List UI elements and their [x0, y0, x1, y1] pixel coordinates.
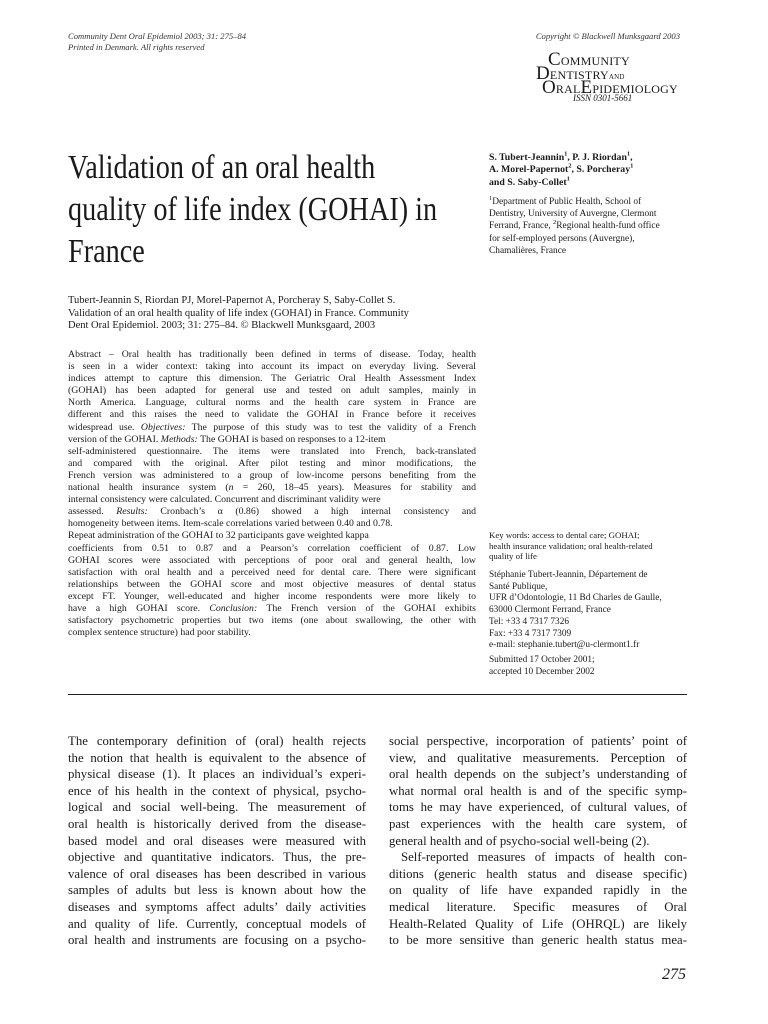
abstract-line: widespread use. Objectives: The purpose of this study was to test the validity of a French — [68, 421, 476, 433]
abstract-line: relationships between the GOHAI score and most objective measures of dental status — [68, 578, 476, 590]
body-line: and quality of life. Currently, conceptual models of — [68, 916, 366, 931]
abstract-line: except FT. Younger, well-educated and higher income respondents were more likely to — [68, 590, 476, 602]
title-line: France — [68, 233, 145, 270]
printed-notice: Printed in Denmark. All rights reserved — [68, 42, 205, 52]
abstract-line: Abstract – Oral health has traditionally been defined in terms of disease. Today, health — [68, 349, 476, 360]
correspondence-email[interactable]: e-mail: stephanie.tubert@u-clermont1.fr — [489, 640, 640, 651]
logo-community: COMMUNITY — [548, 49, 630, 70]
correspondence-line: 63000 Clermont Ferrand, France — [489, 605, 611, 616]
abstract-line: complex sentence structure) had poor stability. — [68, 627, 251, 639]
conclusion-label: Conclusion: — [209, 602, 258, 614]
abstract-line: satisfaction with oral health and a perceived need for dental care. There were significant — [68, 566, 476, 578]
abstract-line: satisfactory psychometric properties but two items (one about swallowing, the other with — [68, 615, 476, 627]
keywords-line: Key words: access to dental care; GOHAI; — [489, 530, 640, 540]
body-line: ence of his health in the context of physical, psycho- — [68, 783, 366, 798]
affiliation-line: $^1$Department of Public Health, School of — [489, 194, 642, 207]
abstract-line: coefficients from 0.51 to 0.87 and a Pearson’s correlation coefficient of 0.87. Low — [68, 542, 476, 554]
running-header-left — [68, 31, 246, 53]
body-line: general health and of psycho-social well-being (2). — [389, 833, 650, 848]
body-line: toms he may have experienced, of cultural values, of — [389, 800, 687, 815]
citation-line: Tubert-Jeannin S, Riordan PJ, Morel-Papernot A, Porcheray S, Saby-Collet S. — [68, 295, 396, 306]
page-number: 275 — [662, 966, 686, 983]
abstract-line: indices attempt to capture this dimension. The Geriatric Oral Health Assessment Index — [68, 373, 476, 385]
body-line: samples of adults but less is known about how the — [68, 883, 366, 898]
author-list — [489, 152, 699, 189]
body-line: oral health depends on the subject’s understanding of — [389, 767, 687, 782]
body-line: oral health is historically derived from the disease- — [68, 816, 366, 831]
abstract-line: different and this raises the need to validate the GOHAI in France before it receives — [68, 409, 476, 421]
abstract-line: Repeat administration of the GOHAI to 32 participants gave weighted kappa — [68, 530, 369, 542]
issn: ISSN 0301-5661 — [573, 93, 633, 103]
abstract-line: homogeneity between items. Item-scale correlations varied between 0.40 and 0.78. — [68, 518, 393, 530]
correspondence-phone: Tel: +33 4 7317 7326 — [489, 616, 569, 627]
body-line: what normal oral health is and of the specific symp- — [389, 783, 687, 798]
title-line: Validation of an oral health — [68, 149, 376, 186]
correspondence-line: Stéphanie Tubert-Jeannin, Département de — [489, 570, 648, 580]
body-line: view, and qualitative measurements. Perception of — [389, 750, 687, 765]
abstract-line: French version was administered to a group of low-income persons benefiting from the — [68, 469, 476, 481]
article-title — [68, 147, 466, 273]
body-line: oral health and instruments are focusing on a psycho- — [68, 933, 366, 948]
abstract-line: (GOHAI) has been adapted for general use and tested on adult samples, mainly in — [68, 385, 476, 397]
citation-line: Dent Oral Epidemiol. 2003; 31: 275–84. © Blackwell Munksgaard, 2003 — [68, 320, 376, 332]
body-column-left — [68, 733, 366, 949]
abstract-line: and compared with the original. After pilot testing and minor modifications, the — [68, 457, 476, 469]
submitted-date: Submitted 17 October 2001; — [489, 655, 595, 665]
body-column-right — [389, 733, 687, 949]
results-label: Results: — [116, 506, 148, 518]
abstract-line: self-administered questionnaire. The items were translated into French, back-translated — [68, 445, 476, 457]
body-line: Self-reported measures of impacts of health con- — [401, 850, 687, 865]
correspondence-address — [489, 570, 699, 652]
correspondence-line: Santé Publique, — [489, 581, 548, 592]
body-line: ditions (generic health status and disease specific) — [389, 866, 687, 881]
affiliations — [489, 196, 694, 257]
body-line: The contemporary definition of (oral) health rejects — [68, 734, 366, 748]
body-line: diseases and symptoms affect adults’ daily activities — [68, 899, 366, 914]
body-line: the notion that health is equivalent to the absence of — [68, 750, 366, 765]
body-line: physical disease (1). It places an individual’s experi- — [68, 767, 366, 782]
body-line: based model and oral diseases were measured with — [68, 833, 366, 848]
affiliation-line: Dentistry, University of Auvergne, Clermont — [489, 209, 657, 220]
correspondence-line: UFR d’Odontologie, 11 Bd Charles de Gaulle, — [489, 593, 662, 604]
author-line: S. Tubert-Jeannin$^1$, P. J. Riordan$^1$, — [489, 150, 633, 163]
logo-oral-epidemiology: ORALEPIDEMIOLOGY — [542, 77, 678, 98]
keywords-line: health insurance validation; oral health-related — [489, 540, 653, 551]
abstract-line: GOHAI scores were associated with perceptions of poor oral and general health, low — [68, 554, 476, 566]
keywords-line: quality of life — [489, 551, 537, 561]
abstract — [68, 349, 476, 639]
body-line: social perspective, incorporation of patients’ point of — [389, 734, 687, 748]
abstract-line: national health insurance system (n = 260, 18–45 years). Measures for stability and — [68, 482, 476, 494]
affiliation-line: Ferrand, France, $^2$Regional health-fund office — [489, 219, 660, 232]
abstract-line: internal consistency were calculated. Concurrent and discriminant validity were — [68, 494, 381, 506]
citation — [68, 295, 458, 333]
body-line: to be more sensitive than generic health status mea- — [389, 933, 687, 948]
abstract-line: North America. Language, cultural norms and the health care system in France are — [68, 397, 476, 409]
title-line: quality of life index (GOHAI) in — [68, 191, 438, 228]
body-line: medical literature. Specific measures of Oral — [389, 899, 687, 914]
citation-line: Validation of an oral health quality of life index (GOHAI) in France. Community — [68, 307, 409, 319]
objectives-label: Objectives: — [140, 421, 186, 433]
author-line: and S. Saby-Collet$^1$ — [489, 175, 570, 188]
copyright-notice: Copyright © Blackwell Munksgaard 2003 — [535, 31, 680, 41]
submission-dates — [489, 655, 699, 678]
section-divider — [68, 694, 687, 695]
body-line: logical and social well-being. The measurement of — [68, 800, 366, 815]
accepted-date: accepted 10 December 2002 — [489, 666, 595, 677]
body-line: valence of oral diseases has been described in various — [68, 866, 366, 881]
body-line: past experiences with the health care system, of — [389, 816, 687, 831]
correspondence-fax: Fax: +33 4 7317 7309 — [489, 628, 572, 639]
abstract-line: is seen in a wider context: taking into account its impact on everyday living. Several — [68, 361, 476, 373]
methods-label: Methods: — [160, 433, 198, 445]
abstract-line: assessed. Results: Cronbach’s α (0.86) showed a high internal consistency and — [68, 506, 476, 518]
body-line: on quality of life have expanded rapidly in the — [389, 883, 687, 898]
affiliation-line: Chamalières, France — [489, 245, 567, 256]
journal-reference: Community Dent Oral Epidemiol 2003; 31: 275–84 — [68, 31, 247, 41]
abstract-line: have a high GOHAI score. Conclusion: The French version of the GOHAI exhibits — [68, 602, 476, 614]
body-line: Health-Related Quality of Life (OHRQL) are likely — [389, 916, 687, 931]
logo-dentistry: DENTISTRYAND — [536, 63, 625, 84]
keywords — [489, 530, 699, 562]
body-line: objective and quantitative indicators. Thus, the pre- — [68, 850, 366, 865]
affiliation-line: for self-employed persons (Auvergne), — [489, 233, 635, 244]
author-line: A. Morel-Papernot$^2$, S. Porcheray$^1$ — [489, 163, 634, 176]
abstract-line: version of the GOHAI. Methods: The GOHAI is based on responses to a 12-item — [68, 433, 386, 445]
